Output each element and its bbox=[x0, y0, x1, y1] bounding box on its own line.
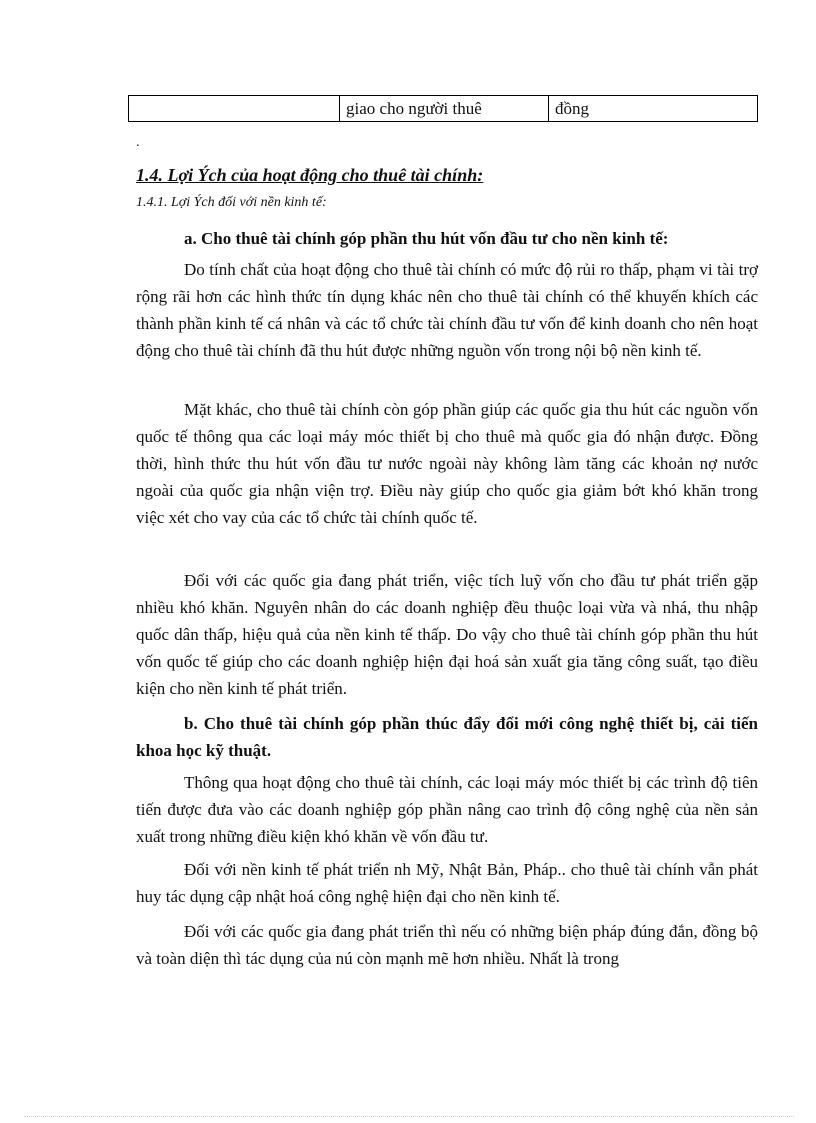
continued-table bbox=[128, 95, 758, 122]
table-cell-3: đồng bbox=[549, 96, 758, 122]
section-heading-1-4-1: 1.4.1. Lợi Ých đối với nền kinh tế: bbox=[136, 195, 327, 210]
table-row bbox=[129, 96, 758, 122]
paragraph-1: Do tính chất của hoạt động cho thuê tài chính có mức độ rủi ro thấp, phạm vi tài trợ rộng rãi hơn các hình thức tín dụng khác nên cho thuê tài chính có thể khuyến khích các thành phần kinh tế cá nhân và các tổ chức tài chính đầu tư vốn để kinh doanh cho nên hoạt động cho thuê tài chính đã thu hút được những nguồn vốn trong nội bộ nền kinh tế. bbox=[136, 260, 758, 360]
table-cell-1 bbox=[129, 96, 340, 122]
page-bottom-rule bbox=[24, 1116, 794, 1117]
section-heading-1-4: 1.4. Lợi Ých của hoạt động cho thuê tài chính: bbox=[136, 165, 484, 185]
paragraph-3: Đối với các quốc gia đang phát triển, việc tích luỹ vốn cho đầu tư phát triển gặp nhiều khó khăn. Nguyên nhân do các doanh nghiệp đều thuộc loại vừa và nhá, thu nhập quốc dân thấp, hiệu quả của nền kinh tế thấp. Do vậy cho thuê tài chính góp phần thu hút vốn quốc tế giúp cho các doanh nghiệp hiện đại hoá sản xuất gia tăng công suất, tạo điều kiện cho nền kinh tế phát triển. bbox=[136, 571, 758, 698]
paragraph-6: Đối với các quốc gia đang phát triển thì nếu có những biện pháp đúng đắn, đồng bộ và toàn diện thì tác dụng của nú còn mạnh mẽ hơn nhiều. Nhất là trong bbox=[136, 922, 758, 968]
paragraph-4: Thông qua hoạt động cho thuê tài chính, các loại máy móc thiết bị các trình độ tiên tiến được đưa vào các doanh nghiệp góp phần nâng cao trình độ công nghệ của nền sản xuất trong những điều kiện khó khăn về vốn đầu tư. bbox=[136, 773, 758, 846]
subheading-b: b. Cho thuê tài chính góp phần thúc đẩy đổi mới công nghệ thiết bị, cải tiến khoa học kỹ thuật. bbox=[136, 714, 758, 760]
paragraph-5: Đối với nền kinh tế phát triển nh Mỹ, Nhật Bản, Pháp.. cho thuê tài chính vẫn phát huy tác dụng cập nhật hoá công nghệ hiện đại cho nền kinh tế. bbox=[136, 860, 758, 906]
subheading-a: a. Cho thuê tài chính góp phần thu hút vốn đầu tư cho nền kinh tế: bbox=[184, 229, 669, 248]
stray-dot: . bbox=[136, 135, 140, 150]
paragraph-2: Mặt khác, cho thuê tài chính còn góp phần giúp các quốc gia thu hút các nguồn vốn quốc tế thông qua các loại máy móc thiết bị cho thuê mà quốc gia đó nhận được. Đồng thời, hình thức thu hút vốn đầu tư nước ngoài này không làm tăng các khoản nợ nước ngoài của quốc gia nhận viện trợ. Điều này giúp cho quốc gia giảm bớt khó khăn trong việc xét cho vay của các tổ chức tài chính quốc tế. bbox=[136, 400, 758, 527]
table-cell-2: giao cho người thuê bbox=[340, 96, 549, 122]
